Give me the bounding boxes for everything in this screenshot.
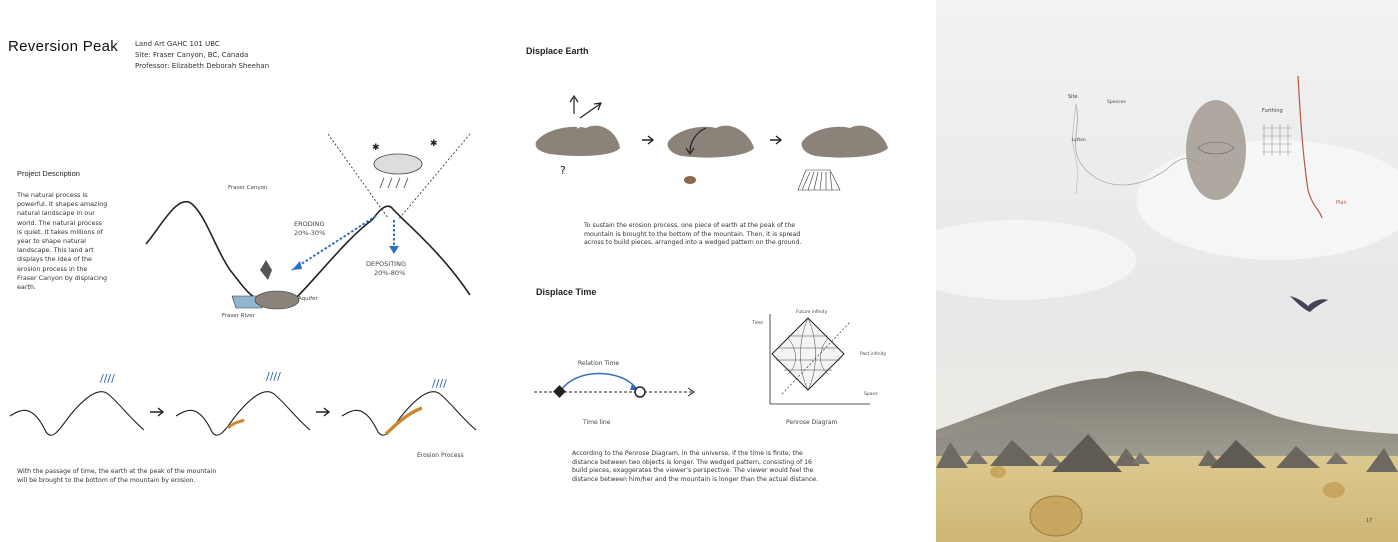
caption-line: With the passage of time, the earth at the peak of the mountain xyxy=(17,468,217,475)
weather-symbol-icon: ✱ xyxy=(372,143,380,153)
site-peak-plan xyxy=(1186,100,1246,200)
description-line: is quiet. It takes millions of xyxy=(17,227,103,236)
plan-label: Plan xyxy=(1336,200,1347,206)
depositing-arrowhead xyxy=(389,246,399,254)
erosion-deposit xyxy=(228,420,244,428)
rock-chunk xyxy=(260,260,272,280)
river-label: Fraser River xyxy=(222,313,255,319)
penrose-diamond xyxy=(772,318,844,390)
description-line: world. The natural process xyxy=(17,218,103,227)
earth-piece xyxy=(684,176,696,184)
aquifer-label: Aquifer xyxy=(298,296,318,302)
space-axis-label: Space xyxy=(864,392,878,397)
caption-line: distance between him/her and the mountain is longer than the actual distance. xyxy=(572,475,819,483)
rain-marks: //// xyxy=(266,370,281,383)
mountain-rock-3 xyxy=(802,126,888,158)
relation-arc xyxy=(560,373,636,392)
arrow-up-right-icon xyxy=(580,103,601,118)
description-line: powerful. It shapes amazing xyxy=(17,200,108,209)
question-mark-icon: ? xyxy=(560,164,566,177)
wedge-pattern-grid xyxy=(798,170,840,190)
erosion-stage-2 xyxy=(176,392,310,435)
arrow-up-icon xyxy=(570,96,578,114)
time-line-label: Time line xyxy=(583,419,611,426)
landscape-render xyxy=(936,0,1398,542)
past-infinity-label: Past infinity xyxy=(860,352,887,357)
caption-line: mountain is brought to the bottom of the mountain. Then, it is spread xyxy=(584,230,801,238)
arrow-right-icon xyxy=(642,136,653,144)
canyon-profile xyxy=(146,202,470,302)
arrow-right-icon xyxy=(316,408,329,416)
project-meta-2: Site: Fraser Canyon, BC, Canada xyxy=(135,51,249,59)
aquifer-rock xyxy=(255,291,299,309)
project-meta-1: Land Art GAHC 101 UBC xyxy=(135,40,220,48)
displace-earth-caption xyxy=(584,222,801,248)
description-line: erosion process in the xyxy=(17,264,88,273)
road-label: Lytton xyxy=(1072,138,1086,143)
displace-time-heading: Displace Time xyxy=(536,287,597,297)
hay-bale xyxy=(990,466,1006,478)
project-description-text xyxy=(17,191,129,292)
eroding-range: 20%-30% xyxy=(294,229,326,237)
description-line: displays the idea of the xyxy=(17,255,92,264)
relation-time-label: Relation Time xyxy=(578,360,620,367)
displace-earth-heading: Displace Earth xyxy=(526,46,589,56)
field xyxy=(936,456,1398,542)
project-description-heading: Project Description xyxy=(17,169,80,178)
canyon-label: Fraser Canyon xyxy=(228,185,268,191)
render-scene xyxy=(936,0,1398,542)
description-line: earth. xyxy=(17,283,37,292)
depositing-range: 20%-80% xyxy=(374,269,406,277)
weather-symbol-icon: ✱ xyxy=(430,139,438,149)
site-label: Site xyxy=(1068,94,1078,100)
erosion-stage-1 xyxy=(10,392,144,435)
caption-line: To sustain the erosion process, one piece of earth at the peak of the xyxy=(584,222,796,229)
time-axis-label: Time xyxy=(752,321,764,326)
arrow-right-icon xyxy=(150,408,163,416)
rain-lines xyxy=(380,178,408,188)
caption-line: According to the Penrose Diagram, in the universe, if the time is finite, the xyxy=(572,450,803,457)
erosion-caption xyxy=(17,468,216,485)
description-line: year to shape natural xyxy=(17,237,86,246)
cloud-shape xyxy=(374,154,422,174)
mountain-rock-1 xyxy=(536,126,620,156)
end-node xyxy=(635,387,645,397)
erosion-sequence-diagram xyxy=(10,378,480,448)
mountain-rock-2 xyxy=(668,126,754,158)
caption-line: distance between two objects is longer. The wedged pattern, consisting of 16 xyxy=(572,458,812,466)
furthing-label: Furthing xyxy=(1262,108,1283,114)
description-line: The natural process is xyxy=(17,191,88,199)
hay-bale xyxy=(1323,482,1345,498)
penrose-diagram xyxy=(758,310,878,410)
project-meta-3: Professor: Elizabeth Deborah Sheehan xyxy=(135,62,270,70)
eroding-label: ERODING xyxy=(294,220,325,228)
rain-marks: //// xyxy=(100,372,115,385)
project-title: Reversion Peak xyxy=(8,38,119,55)
caption-line: will be brought to the bottom of the mountain by erosion. xyxy=(17,476,196,484)
time-line-diagram xyxy=(534,366,704,416)
description-line: Fraser Canyon by displacing xyxy=(17,273,108,282)
erosion-deposit xyxy=(386,408,422,434)
hay-bale xyxy=(1030,496,1082,536)
future-infinity-label: Future infinity xyxy=(796,310,828,315)
caption-line: across to build pieces, arranged into a wedged pattern on the ground. xyxy=(584,239,802,246)
displace-earth-diagram xyxy=(530,92,900,202)
displace-time-caption xyxy=(572,450,818,484)
site-small-label: Spences xyxy=(1107,100,1126,105)
eroding-arrowhead xyxy=(292,261,302,270)
caption-line: build pieces, exaggerates the viewer's perspective. The viewer would feel the xyxy=(572,467,814,474)
erosion-process-label: Erosion Process xyxy=(417,452,464,459)
arrow-right-icon xyxy=(770,136,781,144)
description-line: natural landscape in our xyxy=(17,209,95,218)
depositing-label: DEPOSITING xyxy=(366,260,406,268)
penrose-label: Penrose Diagram xyxy=(786,419,838,426)
rain-marks: //// xyxy=(432,377,447,390)
page-number: 17 xyxy=(1366,518,1373,524)
description-line: landscape. This land art xyxy=(17,246,94,255)
